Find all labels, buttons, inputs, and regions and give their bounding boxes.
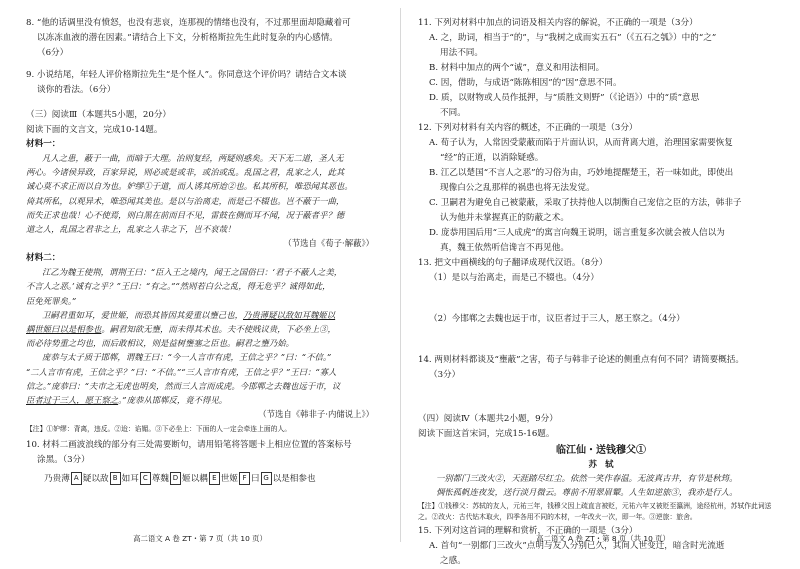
passage-line: 凡人之患，蔽于一曲，而暗于大理。治则复经，两疑则惑矣。天下无二道，圣人无 <box>42 153 344 163</box>
passage-line: 信之。”庞恭曰：“夫市之无虎也明矣，然而三人言而成虎。今邯郸之去魏也远于市，议 <box>26 380 341 391</box>
answer-box[interactable]: A <box>71 472 82 485</box>
option-line: “经”的正道，以消除疑惑。 <box>440 153 544 163</box>
answer-box[interactable]: F <box>239 472 250 485</box>
page-footer: 高二语文 A 卷 ZT・第 7 页（共 10 页） <box>133 534 267 543</box>
sentence-segment: 疑以敌 <box>82 473 109 484</box>
option-line: 用法不同。 <box>440 48 483 58</box>
option-line: 不同。 <box>440 108 466 118</box>
passage-line: 道之人，乱国之君非之上，乱家之人非之下，岂不哀哉！ <box>26 224 236 235</box>
q11-option-c[interactable]: C. 因，借助，与成语“陈陈相因”的“因”意思不同。 <box>429 78 622 88</box>
material-2-text <box>26 265 388 407</box>
option-line: D. 质，以财物或人员作抵押，与“质胜文则野”（《论语》）中的“质”意思 <box>429 93 700 103</box>
passage-line: 庞恭与太子质于邯郸，谓魏王曰：“今一人言市有虎，王信之乎？”曰：“不信。” <box>42 352 332 363</box>
sentence-segment: 以是相参也 <box>272 473 316 484</box>
q9-line: 9. 小说结尾，年轻人评价格斯拉先生“是个怪人”。你同意这个评价吗？请结合文本谈 <box>26 70 347 80</box>
page-footer: 高二语文 A 卷 ZT・第 8 页（共 10 页） <box>536 534 670 543</box>
section-4-title: （四）阅读Ⅳ（本题共2小题，9分） <box>418 414 558 424</box>
material-2-source: （节选自《韩非子·内储说上》） <box>258 409 374 420</box>
q8-line: 以冻冻血液的潜在因素。”请结合上下文，分析格斯拉先生此时复杂的内心感情。 <box>37 33 338 43</box>
answer-box[interactable]: E <box>209 472 220 485</box>
passage-line: 两心。今诸侯异政，百家异说，则必或是或非，或治或乱。乱国之君，乱家之人，此其 <box>26 167 345 178</box>
passage-line <box>26 308 388 322</box>
question-13 <box>418 256 784 353</box>
question-11 <box>418 16 784 121</box>
question-8 <box>26 16 388 61</box>
material-1-text <box>26 151 388 236</box>
passage-line: 而失正求也哉！心不使焉，则白黑在前而目不见，雷鼓在侧而耳不闻，况于蔽者乎？德 <box>26 209 345 220</box>
wavy-underlined-text: 乃贵薄疑以敌如耳魏姬以 <box>243 309 336 320</box>
passage-line <box>26 393 388 407</box>
passage-line: “二人言市有虎，王信之乎？”曰：“不信。”“三人言市有虎，王信之乎？”王曰：“寡人 <box>26 366 337 377</box>
poem-title: 临江仙・送钱穆父① <box>556 445 646 456</box>
q15-stem: 15. 下列对这首词的理解和赏析，不正确的一项是（3分） <box>418 526 638 536</box>
passage-line <box>26 322 388 336</box>
q12-option-b[interactable] <box>418 166 784 196</box>
question-12 <box>418 121 784 256</box>
poem-line: 一别都门三改火②，天涯踏尽红尘。依然一笑作春温。无波真古井，有节是秋筠。 <box>436 473 738 483</box>
q14-points: （3分） <box>429 370 461 380</box>
q11-option-b[interactable]: B. 材料中加点的两个“诚”，意义和用法相同。 <box>429 63 605 73</box>
option-line: 现像白公之乱那样的祸患也将无法发觉。 <box>440 183 595 193</box>
answer-box[interactable]: C <box>140 472 151 485</box>
poem-line: 惆怅孤帆连夜发，送行淡月微云。尊前不用翠眉颦。人生如逆旅③，我亦是行人。 <box>436 487 738 497</box>
q9-line: 谈你的看法。（6分） <box>37 85 116 95</box>
poem-notes: 【注】①钱穆父：苏轼的友人，元祐三年，钱穆父因上疏直言被贬，元祐六年又被贬至瀛洲，途经杭州，苏轼作此词送之。②改火：古代钻木取火，四季各用不同的木材，一年改火一次，即一年。③逆旅：旅舍。 <box>418 502 772 521</box>
q11-option-a[interactable] <box>418 31 784 61</box>
passage-line: 不言人之恶。’诚有之乎？”王曰：“有之。”“然则若白公之乱，得无危乎？诚得如此， <box>26 281 331 292</box>
passage-line: 诚心莫不求正而以自为也。妒缪①于道，而人诱其所迨②也。私其所积，唯恐闻其恶也。 <box>26 181 353 192</box>
q12-option-a[interactable] <box>418 136 784 166</box>
option-line: D. 庞恭用国后用“三人成虎”的寓言向魏王说明，谣言重复多次就会被人信以为 <box>429 228 725 238</box>
text-run: 。嗣君知欲无壅，而未得其术也。夫不使贱议贵，下必坐上③， <box>101 324 336 335</box>
sentence-segment: 尊魏 <box>151 473 169 484</box>
question-14 <box>418 353 784 383</box>
option-line: C. 卫嗣君为避免自己被蒙蔽，采取了扶持他人以制衡自己宠信之臣的方法，韩非子 <box>429 198 742 208</box>
sentence-segment: 曰 <box>251 473 260 484</box>
passage-line: 臣免死罪矣。” <box>26 295 77 306</box>
q12-option-c[interactable] <box>418 196 784 226</box>
q11-option-d[interactable] <box>418 91 784 121</box>
q8-line: 8. “他的话调里没有愤怒，也没有悲哀，连那视的情绪也没有，不过那里面却隐藏着可 <box>26 18 351 28</box>
option-line: A. 首句“一别都门三改火”点明与友人分别已久，其间人世变迁，暗含时光流逝 <box>429 541 725 551</box>
section-3-instructions: 阅读下面的文言文，完成10-14题。 <box>26 125 163 135</box>
question-10 <box>26 438 388 468</box>
q13-part-2: （2）今邯郸之去魏也远于市，议臣者过于三人，愿王察之。（4分） <box>429 314 685 324</box>
notes: 【注】①妒缪：背离，违反。②迨：谄媚。③下必坐上：下面的人一定会牵连上面的人。 <box>26 425 292 434</box>
q12-option-d[interactable] <box>418 226 784 256</box>
underlined-text: 臣者过于三人，愿王察之 <box>26 395 119 406</box>
q14-stem: 14. 两则材料都谈及“壅蔽”之害，荀子与韩非子论述的侧重点有何不同？请简要概括。 <box>418 355 744 365</box>
q12-stem: 12. 下列对材料有关内容的概述，不正确的一项是（3分） <box>418 123 638 133</box>
section-3-title: （三）阅读Ⅲ（本题共5小题，20分） <box>26 110 172 120</box>
q8-line: （6分） <box>37 48 69 58</box>
sentence-segment: 姬以耦 <box>182 473 208 484</box>
option-line: A. 荀子认为，人常因受蒙蔽而陷于片面认识，从而背离大道，治理国家需要恢复 <box>429 138 733 148</box>
page-divider <box>400 8 401 542</box>
sentence-segment: 如耳 <box>121 473 139 484</box>
section-4-instructions: 阅读下面这首宋词，完成15-16题。 <box>418 429 555 439</box>
q13-part-1: （1）是以与治离走，而是己不辍也。（4分） <box>429 273 599 283</box>
wavy-underlined-text: 耦世姬曰以是相参也 <box>26 324 102 335</box>
material-1-source: （节选自《荀子·解蔽》） <box>283 238 374 249</box>
option-line: A. 之，助词，相当于“的”，与“我树之成而实五石”（《五石之瓠》）中的“之” <box>429 33 717 43</box>
q10-answer-sentence <box>26 470 388 488</box>
question-9 <box>26 68 388 98</box>
passage-line: 江乙为魏王使荆，谓荆王曰：“臣入王之境内，闻王之国俗曰：‘君子不蔽人之美， <box>42 267 343 278</box>
text-run: 卫嗣君重如耳，爱世姬，而恐其皆因其爱重以壅己也， <box>42 309 243 320</box>
option-line: B. 江乙以楚国“不言人之恶”的习俗为由，巧妙地提醒楚王，若一味如此，即使出 <box>429 168 734 178</box>
q10-line: 涂黑。（3分） <box>37 454 90 465</box>
sentence-segment: 世姬 <box>220 473 238 484</box>
answer-box[interactable]: B <box>110 472 121 485</box>
right-page <box>406 0 800 566</box>
text-run: 。”庞恭从邯郸反，竟不得见。 <box>118 395 228 406</box>
option-line: 认为他并未掌握真正的防蔽之术。 <box>440 213 569 223</box>
sentence-segment: 乃贵薄 <box>44 473 70 484</box>
passage-line: 而必待势重之均也，而后敢相议，则是益树壅塞之臣也。嗣君之壅乃始。 <box>26 338 294 349</box>
q11-stem: 11. 下列对材料中加点的词语及相关内容的解说，不正确的一项是（3分） <box>418 18 698 28</box>
q13-stem: 13. 把文中画横线的句子翻译成现代汉语。（8分） <box>418 258 608 268</box>
answer-box[interactable]: G <box>261 472 272 485</box>
question-15 <box>418 524 784 569</box>
material-2-label: 材料二： <box>26 253 61 264</box>
poem-author: 苏 轼 <box>588 459 614 469</box>
passage-line: 倚其所私，以观异术，唯恐闻其美也。是以与治离走，而是己不辍也。岂不蔽于一曲， <box>26 195 345 206</box>
option-line: 真，魏王依然听信谗言不再见他。 <box>440 243 569 253</box>
answer-box[interactable]: D <box>170 472 181 485</box>
option-line: 之感。 <box>440 556 466 566</box>
q10-line: 10. 材料二画波浪线的部分有三处需要断句，请用铅笔将答题卡上相应位置的答案标号 <box>26 439 352 450</box>
material-1-label: 材料一： <box>26 139 61 149</box>
left-page <box>0 0 400 550</box>
